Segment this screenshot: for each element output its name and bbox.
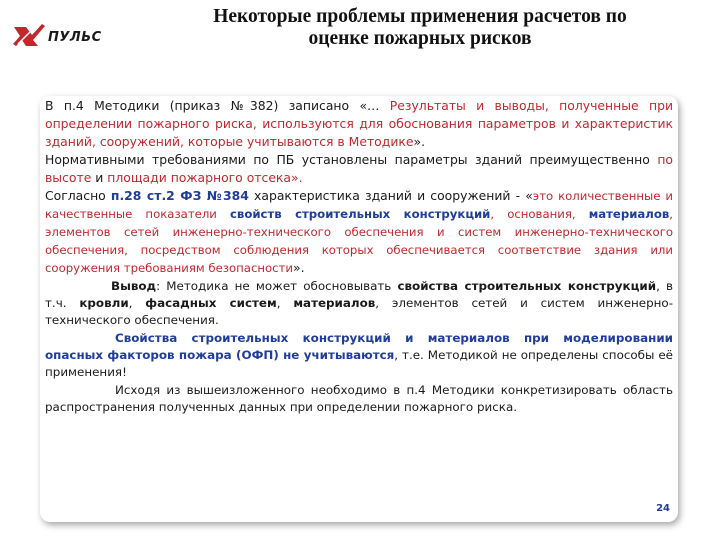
paragraph-methodology [45, 97, 673, 151]
paragraph-conclusion [45, 278, 673, 329]
para2-and: и [91, 170, 108, 185]
paragraph-recommendation [45, 382, 673, 416]
conclusion-comma-1: , [128, 296, 146, 310]
para1-end: ». [413, 134, 426, 149]
content-panel [40, 96, 678, 522]
para3-text-2: характеристика зданий и сооружений - « [248, 188, 533, 203]
para3-materials: материалов [588, 207, 670, 221]
para2-area: площади пожарного отсека». [107, 170, 303, 185]
para1-quote: Результаты и выводы, полученные при определении пожарного риска, используются для обоснования параметров и характеристик зданий, сооружений, которые учитываются в Методике [45, 98, 673, 149]
title-line-1: Некоторые проблемы применения расчетов по [213, 6, 627, 27]
ofp-highlight: Свойства строительных конструкций и материалов при моделировании опасных факторов пожара (ОФП) не учитываются [45, 331, 673, 362]
logo-mark-icon [12, 22, 48, 48]
conclusion-text: : Методика не может обосновывать [156, 279, 398, 293]
para2-height: по высоте [45, 152, 673, 185]
conclusion-properties: свойства строительных конструкций [397, 279, 657, 293]
para3-text: Согласно [45, 188, 111, 203]
para3-quote-1: это количественные и качественные показатели [45, 189, 673, 221]
para1-text: В п.4 Методики (приказ №382) записано «… [45, 98, 390, 113]
para3-law: п.28 ст.2 ФЗ №384 [110, 188, 249, 203]
para3-quote-2: , основания, [490, 207, 589, 221]
logo [12, 22, 122, 48]
para3-end: ». [293, 260, 305, 275]
conclusion-label: Вывод [111, 279, 157, 293]
paragraph-requirements [45, 151, 673, 187]
conclusion-facades: фасадных систем [145, 296, 277, 310]
conclusion-roofs: кровли [79, 296, 129, 310]
recommendation-text: Исходя из вышеизложенного необходимо в п.4 Методики конкретизировать область распространения полученных данных при определении пожарного риска. [45, 383, 673, 414]
paragraph-law-reference [45, 187, 673, 277]
logo-text: ПУЛЬС [48, 30, 102, 45]
conclusion-end: , элементов сетей и систем инженерно-технического обеспечения. [45, 296, 673, 327]
title-line-2: оценке пожарных рисков [308, 28, 532, 49]
para2-text: Нормативными требованиями по ПБ установлены параметры зданий преимущественно [45, 152, 658, 167]
slide-title [130, 6, 710, 50]
para3-properties: свойств строительных конструкций [230, 207, 491, 221]
conclusion-comma-2: , [276, 296, 294, 310]
conclusion-text-2: , в т.ч. [45, 279, 674, 310]
para3-quote-3: , элементов сетей инженерно-технического обеспечения и систем инженерно-технического обеспечения, посредством соблюдения которых обеспечивается соответствие здания или сооружения требованиям безопасности [45, 207, 673, 275]
ofp-text: , т.е. Методикой не определены способы её применения! [45, 348, 673, 379]
conclusion-materials: материалов [293, 296, 376, 310]
paragraph-ofp [45, 330, 673, 381]
content-text [45, 97, 673, 416]
page-number: 24 [656, 503, 670, 514]
